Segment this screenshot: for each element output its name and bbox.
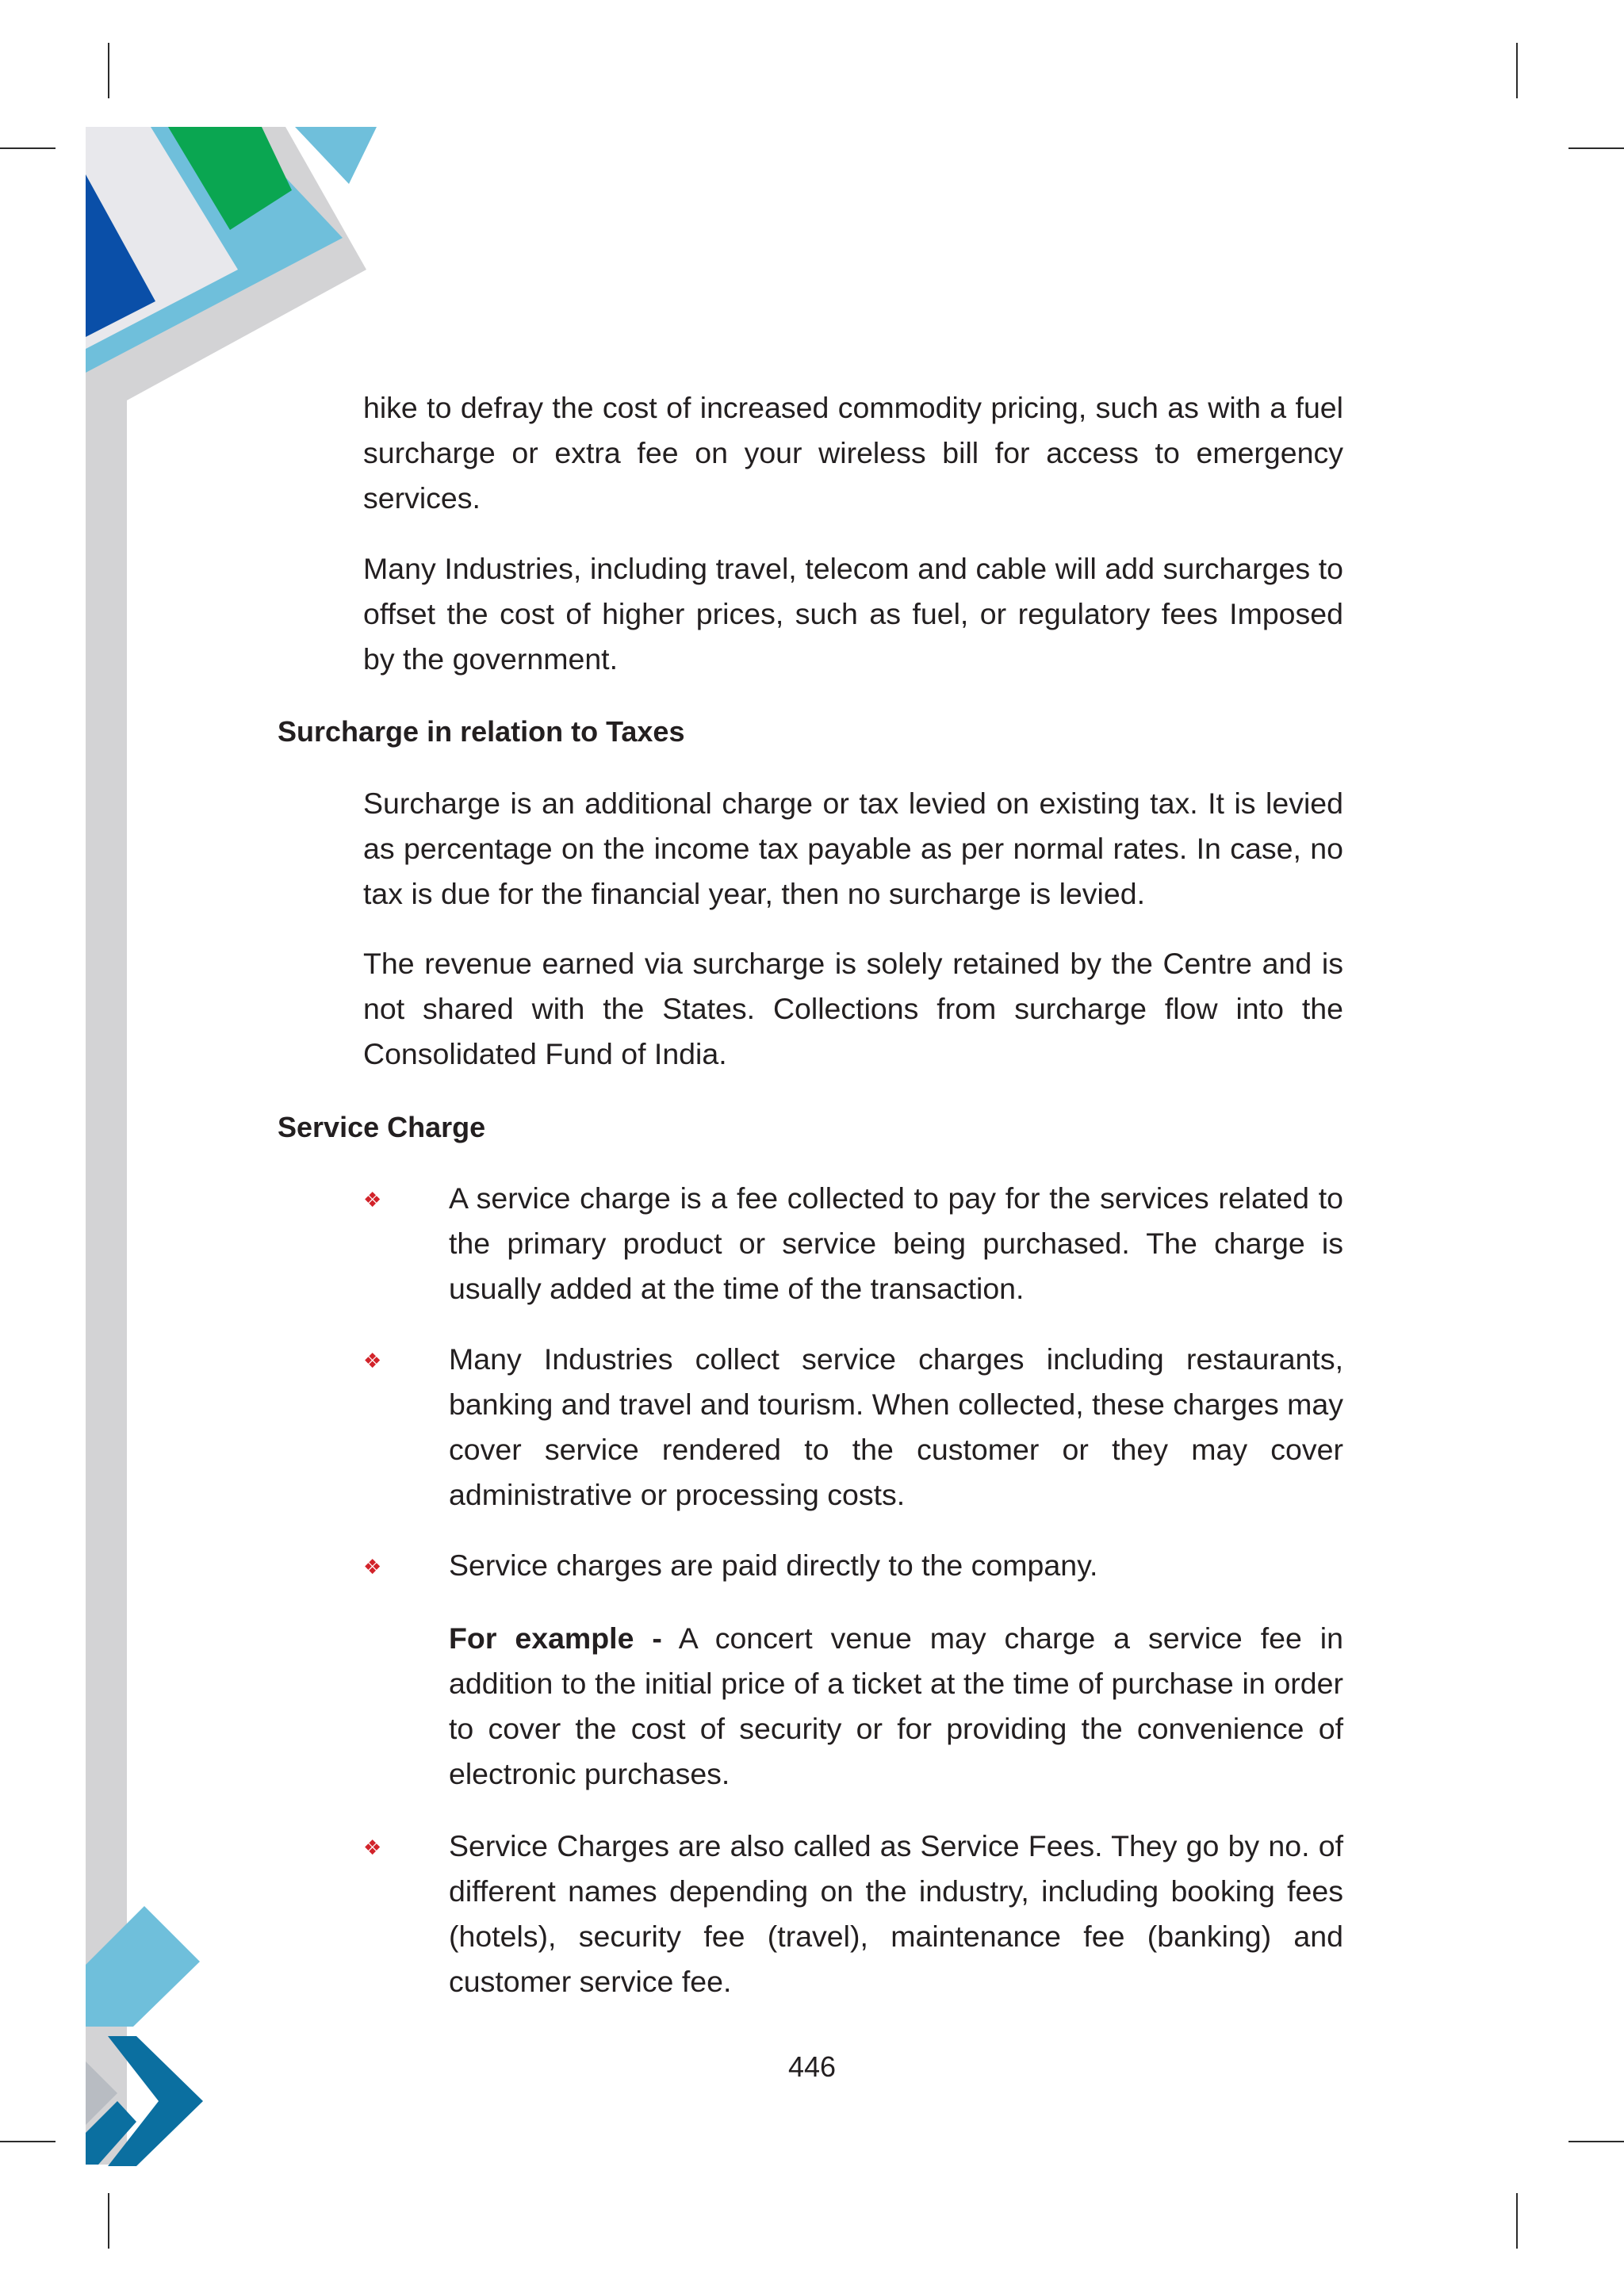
bullet-icon: ❖ — [363, 1188, 382, 1212]
intro-paragraph-2: Many Industries, including travel, telecom and cable will add surcharges to offset the cost of higher prices, such as fuel, or regulatory fees Imposed by the government. — [363, 552, 1343, 676]
bullet-icon: ❖ — [363, 1349, 382, 1372]
crop-mark — [1516, 2193, 1518, 2249]
service-bullet-3: Service charges are paid directly to the company. — [449, 1548, 1098, 1582]
service-bullet-2: Many Industries collect service charges including restaurants, banking and travel and tourism. When collected, these charges may cover service rendered to the customer or they may cover administrative or processing costs. — [449, 1342, 1343, 1511]
bullet-icon: ❖ — [363, 1836, 382, 1859]
crop-mark — [1568, 147, 1624, 149]
section-heading-taxes: Surcharge in relation to Taxes — [278, 715, 685, 748]
example-paragraph — [449, 1616, 1343, 1797]
intro-paragraph-1: hike to defray the cost of increased commodity pricing, such as with a fuel surcharge or extra fee on your wireless bill for access to emergency services. — [363, 391, 1343, 515]
example-label: For example - — [449, 1621, 662, 1655]
example-text: A concert venue may charge a service fee in addition to the initial price of a ticket at the time of purchase in order to cover the cost of security or for providing the convenience of electronic purchases. — [449, 1621, 1343, 1790]
taxes-paragraph-2: The revenue earned via surcharge is solely retained by the Centre and is not shared with the States. Collections from surcharge flow into the Consolidated Fund of India. — [363, 947, 1343, 1070]
bullet-icon: ❖ — [363, 1555, 382, 1579]
crop-mark — [1568, 2141, 1624, 2142]
service-bullet-1: A service charge is a fee collected to pay for the services related to the primary product or service being purchased. The charge is usually added at the time of the transaction. — [449, 1181, 1343, 1305]
page-number: 446 — [787, 2050, 837, 2083]
taxes-paragraph-1: Surcharge is an additional charge or tax levied on existing tax. It is levied as percentage on the income tax payable as per normal rates. In case, no tax is due for the financial year, then no surcharge is levied. — [363, 787, 1343, 910]
section-heading-service-charge: Service Charge — [278, 1111, 486, 1143]
crop-mark — [1516, 43, 1518, 98]
service-bullet-4: Service Charges are also called as Service Fees. They go by no. of different names depending on the industry, including booking fees (hotels), security fee (travel), maintenance fee (banking) and customer service fee. — [449, 1829, 1343, 1998]
